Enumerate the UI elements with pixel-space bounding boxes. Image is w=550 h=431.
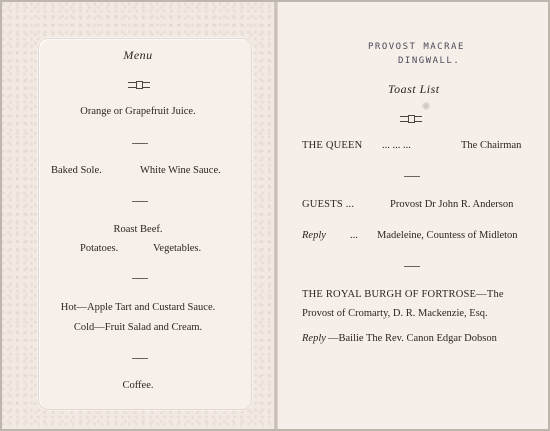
course-coffee: Coffee. — [122, 380, 154, 391]
course-main-side-2: Vegetables. — [153, 243, 202, 254]
reply-label: Reply — [302, 333, 326, 344]
course-fish: Baked Sole. — [51, 165, 102, 176]
toast-burgh-continuation: Provost of Cromarty, D. R. Mackenzie, Esq. — [302, 308, 488, 319]
divider — [132, 201, 148, 202]
course-dessert-cold: Cold—Fruit Salad and Cream. — [73, 322, 203, 333]
handwritten-name: PROVOST MACRAE — [368, 42, 465, 52]
menu-ornament — [128, 82, 150, 88]
reply-dots: ... — [350, 230, 358, 241]
toast-ornament — [400, 116, 422, 122]
toast-guests-speaker: Provost Dr John R. Anderson — [390, 199, 514, 210]
toast-panel — [278, 2, 548, 429]
toast-list-title: Toast List — [388, 82, 440, 96]
paper-mark — [422, 102, 430, 110]
divider — [404, 266, 420, 267]
course-dessert-hot: Hot—Apple Tart and Custard Sauce. — [60, 302, 216, 313]
divider — [404, 176, 420, 177]
course-starter: Orange or Grapefruit Juice. — [80, 106, 196, 117]
toast-queen-speaker: The Chairman — [461, 140, 522, 151]
menu-title: Menu — [123, 48, 153, 62]
toast-queen-dots: ... ... ... — [382, 140, 411, 151]
divider — [132, 143, 148, 144]
menu-panel — [2, 2, 274, 429]
reply-guests-speaker: Madeleine, Countess of Midleton — [377, 230, 518, 241]
toast-queen: THE QUEEN — [302, 140, 363, 151]
menu-card — [2, 2, 548, 429]
course-fish-sauce: White Wine Sauce. — [140, 165, 221, 176]
divider — [132, 278, 148, 279]
toast-guests: GUESTS ... — [302, 199, 355, 210]
toast-burgh: THE ROYAL BURGH OF FORTROSE—The — [302, 289, 504, 300]
handwritten-town: DINGWALL. — [398, 56, 461, 66]
course-main: Roast Beef. — [113, 224, 163, 235]
reply-label: Reply — [302, 230, 326, 241]
course-main-side-1: Potatoes. — [80, 243, 119, 254]
divider — [132, 358, 148, 359]
reply-burgh-speaker: —Bailie The Rev. Canon Edgar Dobson — [328, 333, 497, 344]
